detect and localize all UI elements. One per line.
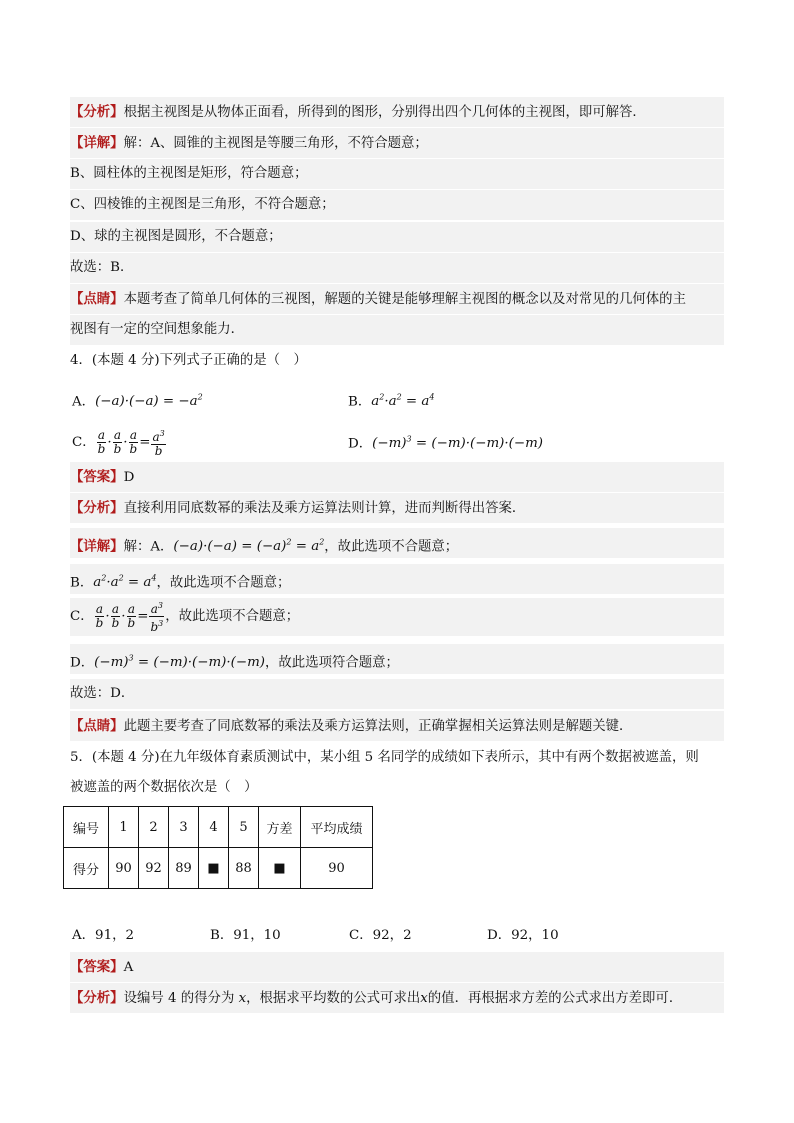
- line-suffix: ，故此选项符合题意；: [265, 655, 399, 671]
- q4-option-b: [348, 387, 434, 413]
- detail-text: 解：A、圆锥的主视图是等腰三角形，不符合题意；: [123, 136, 428, 151]
- q4-option-c: [72, 427, 167, 458]
- analysis-text-1: 设编号 4 的得分为: [123, 991, 239, 1006]
- table-cell: 4: [199, 807, 229, 848]
- table-cell: 2: [139, 807, 169, 848]
- answer-value: D: [123, 470, 135, 485]
- analysis-tag: 【分析】: [70, 500, 124, 516]
- formula: $\frac{a}{b}$ · $\frac{a}{b}$ · $\frac{a}{b}$ = $\frac{a^3}{b}$: [97, 428, 165, 458]
- q4-stem: 4．(本题 4 分)下列式子正确的是（ ）: [70, 353, 307, 368]
- table-cell: 编号: [64, 807, 109, 848]
- q5-stem-2: 被遮盖的两个数据依次是（ ）: [70, 780, 258, 795]
- table-cell: 5: [229, 807, 259, 848]
- q5-answer: [70, 952, 724, 982]
- table-cell: 90: [301, 848, 373, 889]
- analysis-tag: 【分析】: [70, 990, 124, 1006]
- table-cell: 90: [109, 848, 139, 889]
- q4-analysis: [70, 493, 724, 523]
- table-row: [64, 848, 373, 889]
- formula: $(-m)^3 = (-m)\cdot(-m)\cdot(-m)$: [372, 435, 544, 452]
- table-cell: 3: [169, 807, 199, 848]
- q4-option-d: [348, 429, 543, 455]
- analysis-text: 直接利用同底数幂的乘法及乘方运算法则计算，进而判断得出答案．: [123, 501, 526, 516]
- q4-option-a: [72, 387, 203, 413]
- formula: $a^2\cdot a^2 = a^4$: [371, 393, 435, 410]
- analysis-text: 根据主视图是从物体正面看，所得到的图形，分别得出四个几何体的主视图，即可解答．: [123, 105, 646, 120]
- option-label: D．: [348, 436, 373, 452]
- q5-option-c: C．92，2: [349, 928, 412, 943]
- table-cell: 88: [229, 848, 259, 889]
- q3-line-c: C、四棱锥的主视图是三角形，不符合题意；: [70, 190, 724, 220]
- q4-choice: 故选：D．: [70, 679, 724, 709]
- option-label: C．: [72, 435, 96, 450]
- formula: $\frac{a}{b}$ · $\frac{a}{b}$ · $\frac{a}{b}$ = $\frac{a^3}{b^3}$: [95, 601, 164, 634]
- variable-x: x: [238, 991, 247, 1006]
- detail-suffix: ，故此选项不合题意；: [324, 539, 459, 555]
- q4-line-b: [70, 564, 724, 594]
- line-label: B．: [70, 575, 94, 591]
- comment-text: 本题考查了简单几何体的三视图，解题的关键是能够理解主视图的概念以及对常见的几何体的主: [123, 292, 686, 307]
- formula: $(-a)\cdot(-a) = (-a)^2 = a^2$: [173, 538, 325, 555]
- analysis-text-3: 的值．再根据求方差的公式求出方差即可．: [427, 991, 683, 1006]
- q4-comment: [70, 711, 724, 741]
- score-table: [63, 806, 373, 889]
- answer-tag: 【答案】: [70, 469, 124, 485]
- line-suffix: ，故此选项不合题意；: [165, 609, 300, 624]
- q3-comment-2: 视图有一定的空间想象能力．: [70, 315, 724, 345]
- formula: $(-a)\cdot(-a) = -a^2$: [95, 393, 203, 410]
- q3-line-d: D、球的主视图是圆形，不合题意；: [70, 222, 724, 252]
- q3-line-b: B、圆柱体的主视图是矩形，符合题意；: [70, 159, 724, 189]
- answer-value: A: [123, 960, 134, 975]
- detail-tag: 【详解】: [70, 538, 124, 555]
- table-cell: 1: [109, 807, 139, 848]
- table-header-row: [64, 807, 373, 848]
- q5-analysis: [70, 983, 724, 1013]
- answer-tag: 【答案】: [70, 959, 124, 975]
- q3-comment-1: [70, 284, 724, 314]
- table-cell: 平均成绩: [301, 807, 373, 848]
- comment-tag: 【点睛】: [70, 291, 124, 307]
- option-label: A．: [72, 394, 96, 410]
- q4-line-c: [70, 598, 724, 636]
- q5-stem-1: 5．(本题 4 分)在九年级体育素质测试中，某小组 5 名同学的成绩如下表所示，其中有两个数据被遮盖，则: [70, 750, 699, 765]
- detail-prefix: 解：A．: [123, 539, 174, 555]
- table-cell: 89: [169, 848, 199, 889]
- q3-analysis: [70, 97, 724, 127]
- table-cell-masked: ■: [199, 848, 229, 889]
- analysis-text-2: ，根据求平均数的公式可求出: [246, 991, 421, 1006]
- q4-line-d: [70, 644, 724, 674]
- table-cell-masked: ■: [259, 848, 301, 889]
- q4-detail: [70, 528, 724, 558]
- option-label: B．: [348, 394, 372, 410]
- q5-option-d: D．92，10: [487, 928, 559, 943]
- q5-option-a: A．91，2: [72, 928, 135, 943]
- q3-choice: 故选：B．: [70, 253, 724, 283]
- variable-x: x: [420, 991, 428, 1006]
- q5-option-b: B．91，10: [210, 928, 281, 943]
- table-cell: 得分: [64, 848, 109, 889]
- table-cell: 92: [139, 848, 169, 889]
- formula: $(-m)^3 = (-m)\cdot(-m)\cdot(-m)$: [94, 654, 266, 671]
- analysis-tag: 【分析】: [70, 104, 124, 120]
- line-label: C．: [70, 609, 94, 624]
- line-label: D．: [70, 655, 95, 671]
- q3-detail: [70, 128, 724, 158]
- detail-tag: 【详解】: [70, 135, 124, 151]
- formula: $a^2\cdot a^2 = a^4$: [93, 574, 157, 591]
- comment-tag: 【点睛】: [70, 718, 124, 734]
- comment-text: 此题主要考查了同底数幂的乘法及乘方运算法则，正确掌握相关运算法则是解题关键．: [123, 719, 633, 734]
- q4-answer: [70, 462, 724, 492]
- table-cell: 方差: [259, 807, 301, 848]
- line-suffix: ，故此选项不合题意；: [156, 575, 291, 591]
